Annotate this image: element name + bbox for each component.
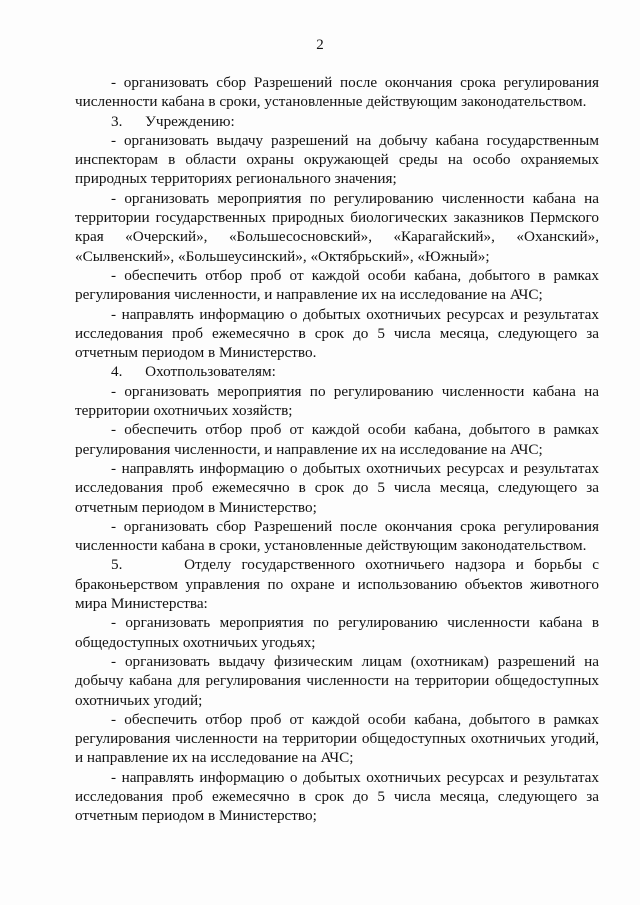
- page-number: 2: [316, 37, 324, 53]
- paragraph: - направлять информацию о добытых охотничьих ресурсах и результатах исследования проб ежемесячно в срок до 5 числа месяца, следующего за отчетным периодом в Министерство.: [75, 305, 599, 362]
- paragraph: - направлять информацию о добытых охотничьих ресурсах и результатах исследования проб ежемесячно в срок до 5 числа месяца, следующего за отчетным периодом в Министерство;: [75, 768, 599, 825]
- paragraph: - организовать мероприятия по регулированию численности кабана в общедоступных охотничьих угодьях;: [75, 614, 599, 651]
- paragraph: - организовать сбор Разрешений после окончания срока регулирования численности кабана в сроки, установленные действующим законодательством.: [75, 517, 599, 555]
- section-heading: 5. Отделу государственного охотничьего надзора и борьбы с браконьерством управления по охране и использованию объектов животного мира Министерства:: [75, 556, 599, 613]
- paragraph: - обеспечить отбор проб от каждой особи кабана, добытого в рамках регулирования численности, и направление их на исследование на АЧС;: [75, 266, 599, 304]
- paragraph: - организовать мероприятия по регулированию численности кабана на территории охотничьих хозяйств;: [75, 382, 599, 420]
- section-heading: 4. Охотпользователям:: [111, 363, 276, 381]
- paragraph: - обеспечить отбор проб от каждой особи кабана, добытого в рамках регулирования численности, и направление их на исследование на АЧС;: [75, 421, 599, 458]
- section-heading: 3. Учреждению:: [111, 112, 235, 130]
- document-body: [75, 73, 599, 826]
- paragraph: - организовать выдачу физическим лицам (охотникам) разрешений на добычу кабана для регулирования численности на территории общедоступных охотничьих угодий;: [75, 652, 599, 709]
- paragraph: - организовать сбор Разрешений после окончания срока регулирования численности кабана в сроки, установленные действующим законодательством.: [75, 74, 599, 111]
- paragraph: - организовать мероприятия по регулированию численности кабана на территории государственных природных биологических заказников Пермского края «Очерский», «Большесосновский», «Карагайский», «Оханский», «Сылвенский», «Большеусинский», «Октябрьский», «Южный»;: [75, 189, 599, 265]
- paragraph: - обеспечить отбор проб от каждой особи кабана, добытого в рамках регулирования численности на территории общедоступных охотничьих угодий, и направление их на исследование на АЧС;: [75, 710, 599, 767]
- paragraph: - направлять информацию о добытых охотничьих ресурсах и результатах исследования проб ежемесячно в срок до 5 числа месяца, следующего за отчетным периодом в Министерство;: [75, 459, 599, 516]
- paragraph: - организовать выдачу разрешений на добычу кабана государственным инспекторам в области охраны окружающей среды на особо охраняемых природных территориях регионального значения;: [75, 131, 599, 188]
